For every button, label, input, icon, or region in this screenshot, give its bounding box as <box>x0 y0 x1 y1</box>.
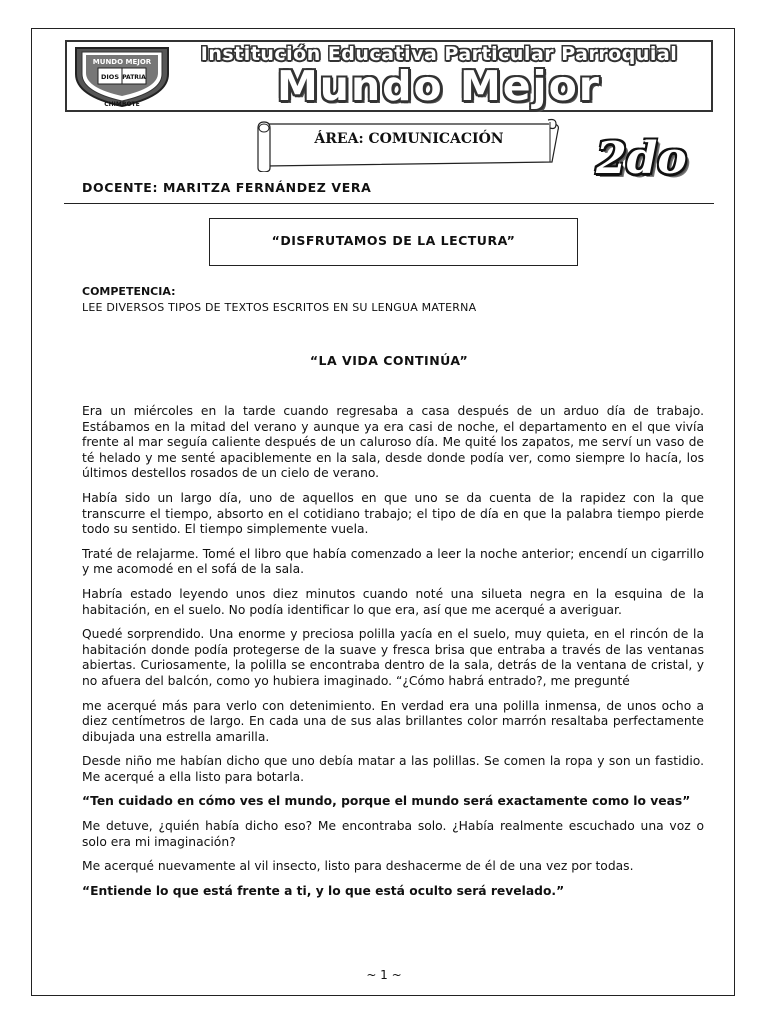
crest-book-right: PATRIA <box>122 74 146 81</box>
header-divider <box>64 203 714 204</box>
paragraph: Quedé sorprendido. Una enorme y preciosa polilla yacía en el suelo, muy quieta, en el rincón de la habitación donde podía protegerse de la suave y fresca brisa que entraba a través de las ventanas abiertas. Curiosamente, la polilla se encontraba dentro de la sala, detrás de la ventana de cristal, y no afuera del balcón, como yo hubiera imaginado. “¿Cómo habrá entrado?, me pregunté <box>82 627 704 688</box>
paragraph: Había sido un largo día, uno de aquellos en que uno se da cuenta de la rapidez con la que transcurre el tiempo, absorto en el cotidiano trabajo; el tipo de día en que la palabra tiempo pierde todo su sentido. El tiempo simplemente vuela. <box>82 490 704 537</box>
competence-text: LEE DIVERSOS TIPOS DE TEXTOS ESCRITOS EN SU LENGUA MATERNA <box>82 301 477 314</box>
header-banner <box>65 40 713 112</box>
area-title: ÁREA: COMUNICACIÓN <box>314 131 504 147</box>
quote-2: “Entiende lo que está frente a ti, y lo que está oculto será revelado.” <box>82 883 565 898</box>
story-title: “LA VIDA CONTINÚA” <box>309 353 469 368</box>
story-body <box>82 404 704 908</box>
topic-box: “DISFRUTAMOS DE LA LECTURA” <box>209 218 578 266</box>
competence-label-text: COMPETENCIA <box>82 285 172 298</box>
paragraph: Me acerqué nuevamente al vil insecto, listo para deshacerme de él de una vez por todas. <box>82 859 634 874</box>
paragraph: Me detuve, ¿quién había dicho eso? Me encontraba solo. ¿Había realmente escuchado una voz o solo era mi imaginación? <box>82 819 704 849</box>
school-name: Mundo Mejor <box>276 62 601 110</box>
paragraph: Habría estado leyendo unos diez minutos cuando noté una silueta negra en la esquina de la habitación, en el suelo. No podía identificar lo que era, así que me acerqué a averiguar. <box>82 586 704 617</box>
page-number: ~ 1 ~ <box>366 968 402 982</box>
institution-name: Institución Educativa Particular Parroquial <box>200 43 678 65</box>
competence-label: COMPETENCIA: <box>82 285 176 298</box>
school-crest-icon <box>70 44 174 108</box>
grade-label: 2do <box>596 133 687 184</box>
teacher-name: DOCENTE: MARITZA FERNÁNDEZ VERA <box>82 180 372 195</box>
quote-1: “Ten cuidado en cómo ves el mundo, porque el mundo será exactamente como lo veas” <box>82 794 691 809</box>
crest-book-left: DIOS <box>100 73 120 81</box>
paragraph: me acerqué más para verlo con detenimiento. En verdad era una polilla inmensa, de unos ocho a diez centímetros de largo. En cada una de sus alas brillantes color marrón resaltaba perfectamente dibujada una estrella amarilla. <box>82 698 704 744</box>
crest-bottom-text: CHIMBOTE <box>104 101 140 108</box>
crest-top-text: MUNDO MEJOR <box>92 58 152 66</box>
paragraph: Desde niño me habían dicho que uno debía matar a las polillas. Se comen la ropa y son un fastidio. Me acerqué a ella listo para botarla. <box>82 754 704 784</box>
paragraph: Traté de relajarme. Tomé el libro que había comenzado a leer la noche anterior; encendí un cigarrillo y me acomodé en el sofá de la sala. <box>82 546 704 577</box>
paragraph: Era un miércoles en la tarde cuando regresaba a casa después de un arduo día de trabajo. Estábamos en la mitad del verano y aunque ya era casi de noche, el departamento en el que vivía frente al mar seguía caliente después de un caluroso día. Me quité los zapatos, me serví un vaso de té helado y me senté apaciblemente en la sala, desde donde podía ver, como siempre lo hacía, los últimos destellos rosados de un cielo de verano. <box>82 404 704 481</box>
